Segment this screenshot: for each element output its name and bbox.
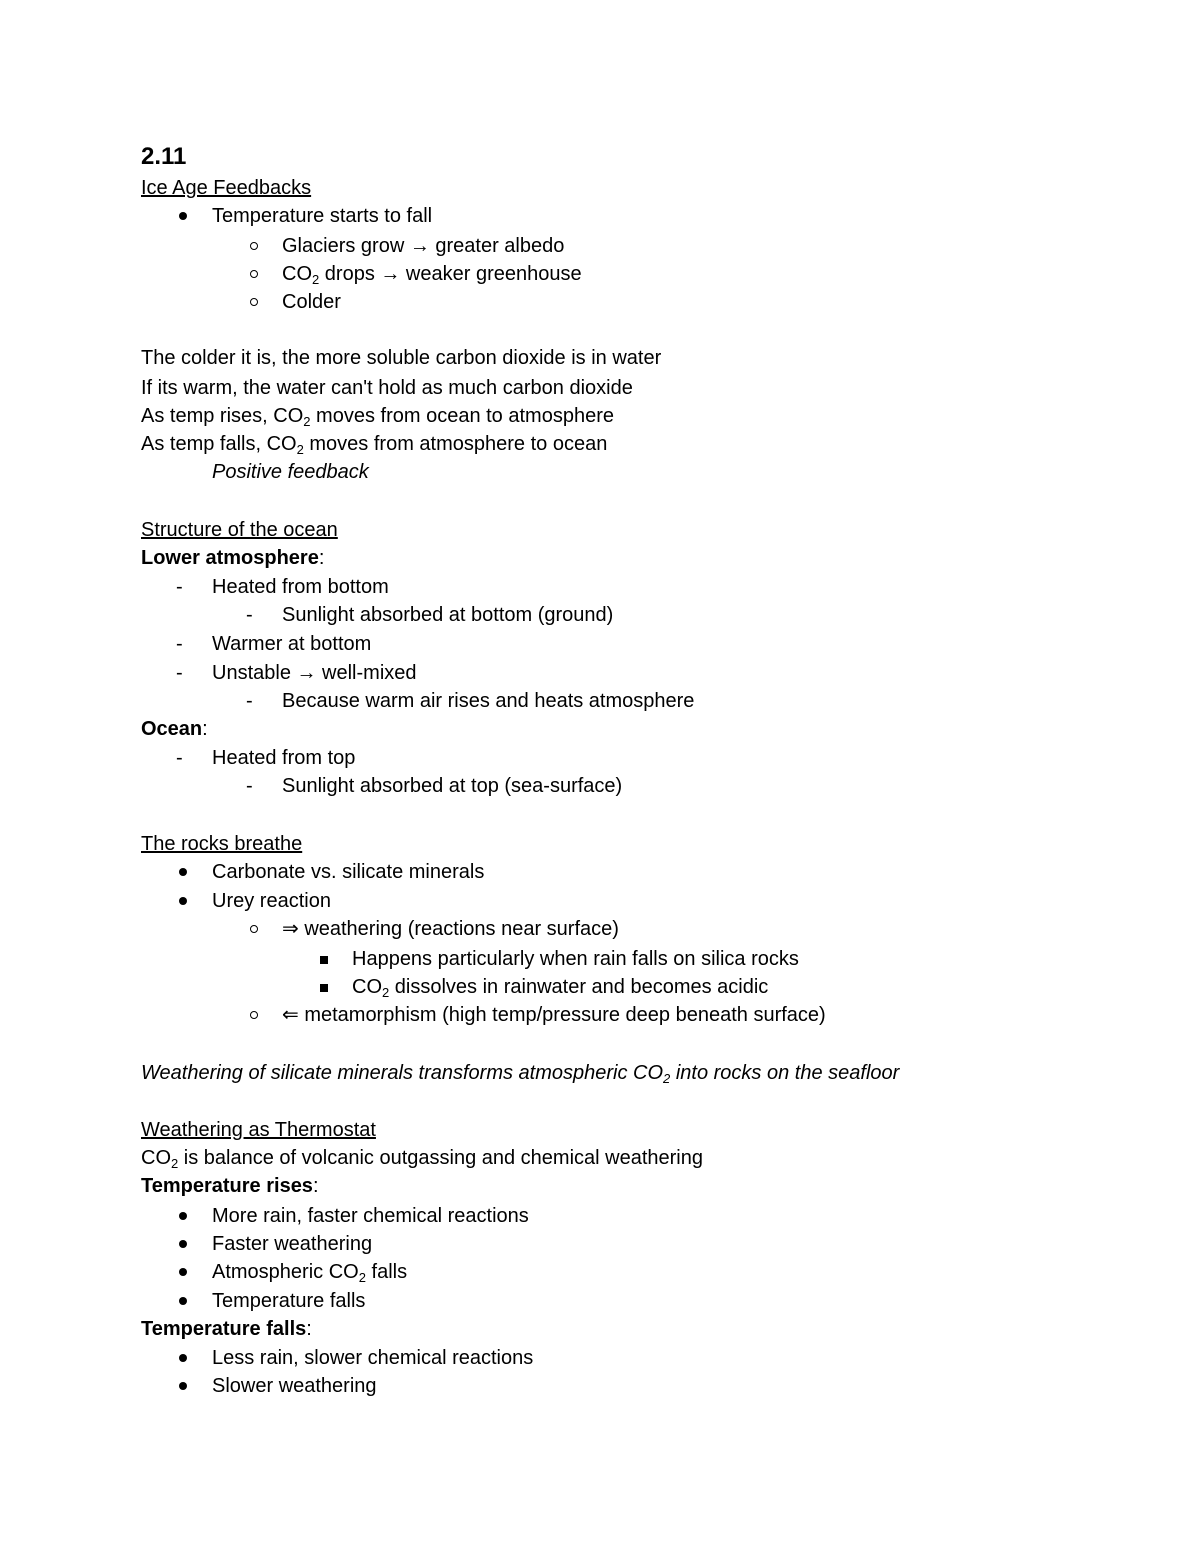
disc-bullet-icon [179, 1212, 187, 1220]
circle-bullet-icon [250, 925, 258, 933]
disc-bullet-icon [179, 1382, 187, 1390]
ocean-label: Ocean: [141, 718, 208, 740]
square-bullet-icon [320, 984, 328, 992]
disc-bullet-icon [179, 1354, 187, 1362]
temperature-rises-label: Temperature rises: [141, 1175, 319, 1197]
lower-atmosphere-label: Lower atmosphere: [141, 547, 325, 569]
circle-bullet-icon [250, 270, 258, 278]
paragraph-line: $CO_2$ is balance of volcanic outgassing and chemical weathering [141, 1147, 703, 1171]
disc-bullet-icon [179, 212, 187, 220]
disc-bullet-icon [179, 1297, 187, 1305]
circle-bullet-icon [250, 1011, 258, 1019]
ocean-structure-title: Structure of the ocean [141, 519, 338, 541]
disc-bullet-icon [179, 1268, 187, 1276]
circle-bullet-icon [250, 298, 258, 306]
circle-bullet-icon [250, 242, 258, 250]
feedback-note: Positive feedback [212, 461, 369, 483]
square-bullet-icon [320, 956, 328, 964]
ice-age-title: Ice Age Feedbacks [141, 177, 312, 199]
rocks-summary: Weathering of silicate minerals transforms atmospheric $CO_2$ into rocks on the seafloor [141, 1062, 900, 1086]
rocks-title: The rocks breathe [141, 833, 303, 855]
thermostat-title: Weathering as Thermostat [141, 1119, 376, 1141]
paragraph-line: The colder it is, the more soluble carbon dioxide is in water [141, 347, 662, 369]
paragraph-line: As temp falls, $CO_2$ moves from atmosphere to ocean [141, 433, 608, 457]
document-page: 2.11 Ice Age Feedbacks Temperature starts to fall Glaciers grow → greater albedo $CO_2$ drops → weaker greenhouse Colder The colder it is, the more soluble carbon dioxide is in water If its warm, the water can't hold as much carbon dioxide As temp rises, $CO_2$ moves from ocean to atmosphere As temp falls, $CO_2$ moves from atmosphere to ocean Positive feedback Structure of the ocean Lower atmosphere: - Heated from bottom - Sunlight absorbed at bottom (ground) - Warmer at bottom - Unstable → well-mixed - Because warm air rises and heats atmosphere Ocean: - Heated from top - Sunlight absorbed at top (sea-surface) The rocks breathe Carbonate vs. silicate minerals Urey reaction ⇒ weathering (reactions near surface) Happens particularly when rain falls on silica rocks $CO_2$ dissolves in rainwater and becomes acidic ⇐ metamorphism (high temp/pressure deep beneath surface) Weathering of silicate minerals transforms atmospheric $CO_2$ into rocks on the seafloor Weathering as Thermostat $CO_2$ is balance of volcanic outgassing and chemical weathering Temperature rises: More rain, faster chemical reactions Faster weathering Atmospheric $CO_2$ falls Temperature falls Temperature falls: Less rain, slower chemical reactions Slower weathering [141, 143, 900, 1397]
paragraph-line: As temp rises, $CO_2$ moves from ocean to atmosphere [141, 405, 614, 429]
disc-bullet-icon [179, 1240, 187, 1248]
disc-bullet-icon [179, 868, 187, 876]
disc-bullet-icon [179, 897, 187, 905]
paragraph-line: If its warm, the water can't hold as much carbon dioxide [141, 377, 633, 399]
section-number: 2.11 [141, 143, 187, 170]
temperature-falls-label: Temperature falls: [141, 1318, 312, 1340]
